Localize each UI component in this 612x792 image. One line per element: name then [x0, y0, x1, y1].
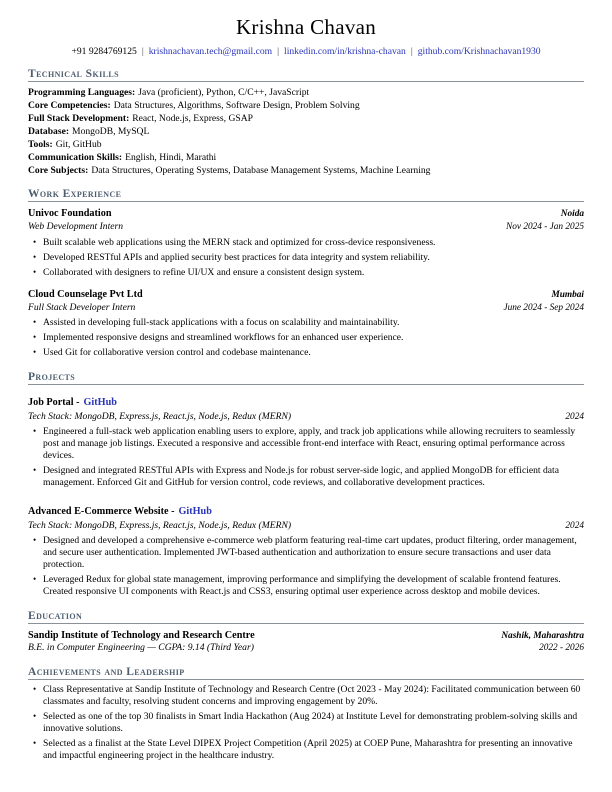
contact-separator: | [277, 46, 280, 57]
linkedin-link[interactable]: linkedin.com/in/krishna-chavan [284, 46, 406, 57]
skill-value: MongoDB, MySQL [72, 126, 150, 138]
skill-row [28, 112, 584, 125]
role-title: Web Development Intern [28, 221, 124, 233]
company-name: Univoc Foundation [28, 208, 112, 220]
bullet-text: Class Representative at Sandip Institute of Technology and Research Centre (Oct 2023 - May 2024): Facilitated communication between 60 classmates and faculty, resolving student concerns and improving engagement by 20%. [43, 683, 581, 707]
section-achievements [28, 666, 584, 762]
entry-header-row [28, 500, 584, 520]
bullet-icon: • [33, 683, 37, 694]
experience-entry [28, 289, 584, 360]
entry-subheader-row [28, 411, 584, 424]
bullet-icon: • [33, 317, 37, 328]
company-name: Cloud Counselage Pvt Ltd [28, 288, 143, 300]
bullet-item [28, 465, 584, 489]
bullet-item [28, 574, 584, 598]
skill-label: Tools: [28, 139, 53, 151]
section-title-work-experience: Work Experience [28, 188, 584, 202]
section-title-achievements: Achievements and Leadership [28, 666, 584, 680]
school-location: Nashik, Maharashtra [501, 630, 584, 641]
bullet-icon: • [33, 332, 37, 343]
bullet-text: Designed and developed a comprehensive e-commerce web platform featuring real-time cart updates, product filtering, order management, and secure user authentication. Implemented JWT-based authentication and authorization to ensure secure transactions and user data protection. [43, 535, 577, 571]
date-range: June 2024 - Sep 2024 [503, 302, 584, 313]
bullet-list [28, 684, 584, 762]
skill-row [28, 125, 584, 138]
skill-label: Full Stack Development: [28, 113, 130, 125]
bullet-icon: • [33, 711, 37, 722]
bullet-item [28, 332, 584, 344]
skill-row [28, 138, 584, 151]
bullet-text: Selected as a finalist at the State Level DIPEX Project Competition (April 2025) at COEP Pune, Maharashtra for presenting an innovative and impactful engineering project in the healthcare industry. [43, 738, 573, 762]
bullet-list [28, 535, 584, 598]
bullet-text: Engineered a full-stack web application enabling users to explore, apply, and track job applications while allowing recruiters to seamlessly post and manage job listings. Executed a responsive and accessible front-end interface with React, ensuring optimal performance across devices. [43, 426, 576, 462]
github-link[interactable]: github.com/Krishnachavan1930 [417, 46, 541, 57]
project-github-link[interactable]: GitHub [83, 396, 117, 408]
bullet-icon: • [33, 426, 37, 437]
project-name: Job Portal - [28, 396, 80, 408]
bullet-icon: • [33, 535, 37, 546]
entry-subheader-row [28, 520, 584, 533]
candidate-name: Krishna Chavan [235, 15, 377, 39]
entry-header-row [28, 391, 584, 411]
skill-value: Git, GitHub [55, 139, 102, 151]
project-title-group [28, 391, 117, 411]
bullet-icon: • [33, 465, 37, 476]
skill-value: Data Structures, Algorithms, Software Design, Problem Solving [113, 100, 360, 112]
bullet-list [28, 317, 584, 359]
contact-separator: | [410, 46, 413, 57]
bullet-item [28, 711, 584, 735]
bullet-text: Leveraged Redux for global state management, improving performance and simplifying the development of scalable frontend features. Created responsive UI components with React.js and CSS3, ensuring optimal user experience across desktop and mobile devices. [43, 574, 561, 598]
skill-label: Core Competencies: [28, 100, 111, 112]
project-entry [28, 500, 584, 599]
phone-number: +91 9284769125 [71, 46, 137, 57]
section-technical-skills [28, 68, 584, 177]
bullet-item [28, 535, 584, 571]
bullet-item [28, 237, 584, 249]
skill-label: Database: [28, 126, 70, 138]
company-location: Mumbai [551, 289, 584, 300]
entry-header-row [28, 289, 584, 302]
skill-row [28, 151, 584, 164]
bullet-item [28, 267, 584, 279]
bullet-item [28, 738, 584, 762]
bullet-icon: • [33, 347, 37, 358]
project-github-link[interactable]: GitHub [178, 505, 212, 517]
project-year: 2024 [565, 520, 584, 531]
bullet-item [28, 347, 584, 359]
section-title-technical-skills: Technical Skills [28, 68, 584, 82]
company-location: Noida [560, 209, 584, 220]
bullet-icon: • [33, 738, 37, 749]
entry-header-row [28, 630, 584, 643]
section-title-education: Education [28, 610, 584, 624]
bullet-text: Used Git for collaborative version control and codebase maintenance. [43, 347, 311, 359]
experience-entry [28, 208, 584, 279]
role-title: Full Stack Developer Intern [28, 301, 136, 313]
degree-title: B.E. in Computer Engineering — CGPA: 9.14 (Third Year) [28, 642, 254, 654]
skill-value: Data Structures, Operating Systems, Database Management Systems, Machine Learning [91, 165, 431, 177]
tech-stack: Tech Stack: MongoDB, Express.js, React.js, Node.js, Redux (MERN) [28, 410, 292, 422]
bullet-text: Assisted in developing full-stack applications with a focus on scalability and maintainability. [43, 317, 400, 329]
bullet-icon: • [33, 251, 37, 262]
bullet-item [28, 426, 584, 462]
bullet-item [28, 684, 584, 708]
tech-stack: Tech Stack: MongoDB, Express.js, React.js, Node.js, Redux (MERN) [28, 519, 292, 531]
bullet-text: Implemented responsive designs and streamlined workflows for an enhanced user experience. [43, 332, 404, 344]
bullet-list [28, 426, 584, 489]
education-entry [28, 630, 584, 655]
bullet-text: Built scalable web applications using the MERN stack and optimized for cross-device responsiveness. [43, 236, 436, 248]
skill-value: Java (proficient), Python, C/C++, JavaScript [138, 87, 310, 98]
project-title-group [28, 500, 212, 520]
bullet-icon: • [33, 236, 37, 247]
project-year: 2024 [565, 411, 584, 422]
section-work-experience [28, 188, 584, 359]
contact-line [28, 46, 584, 57]
project-name: Advanced E-Commerce Website - [28, 505, 175, 517]
skill-row [28, 164, 584, 177]
bullet-text: Developed RESTful APIs and applied security best practices for data integrity and system reliability. [43, 251, 430, 263]
bullet-item [28, 317, 584, 329]
skill-label: Programming Languages: [28, 87, 136, 98]
section-education [28, 610, 584, 655]
section-title-projects: Projects [28, 371, 584, 385]
skill-value: React, Node.js, Express, GSAP [132, 113, 253, 125]
skill-row [28, 86, 584, 99]
bullet-text: Selected as one of the top 30 finalists in Smart India Hackathon (Aug 2024) at Institute Level for demonstrating problem-solving skills and innovative solutions. [43, 711, 578, 735]
entry-subheader-row [28, 221, 584, 234]
contact-separator: | [141, 46, 144, 57]
entry-subheader-row [28, 302, 584, 315]
entry-subheader-row [28, 642, 584, 655]
bullet-text: Designed and integrated RESTful APIs with Express and Node.js for robust server-side logic, and applied MongoDB for efficient data management. Enforced Git and GitHub for version control, code reviews, and collaborative development practices. [43, 465, 559, 489]
entry-header-row [28, 208, 584, 221]
project-entry [28, 391, 584, 490]
skill-row [28, 99, 584, 112]
section-projects [28, 371, 584, 599]
bullet-icon: • [33, 266, 37, 277]
bullet-icon: • [33, 574, 37, 585]
date-range: Nov 2024 - Jan 2025 [506, 222, 584, 233]
bullet-item [28, 252, 584, 264]
email-link[interactable]: krishnachavan.tech@gmail.com [148, 46, 273, 57]
skill-value: English, Hindi, Marathi [125, 152, 217, 164]
education-dates: 2022 - 2026 [539, 643, 584, 654]
skill-label: Core Subjects: [28, 165, 89, 177]
school-name: Sandip Institute of Technology and Research Centre [28, 629, 255, 641]
skill-label: Communication Skills: [28, 152, 123, 164]
bullet-text: Collaborated with designers to refine UI/UX and ensure a consistent design system. [43, 266, 365, 278]
bullet-list [28, 237, 584, 279]
